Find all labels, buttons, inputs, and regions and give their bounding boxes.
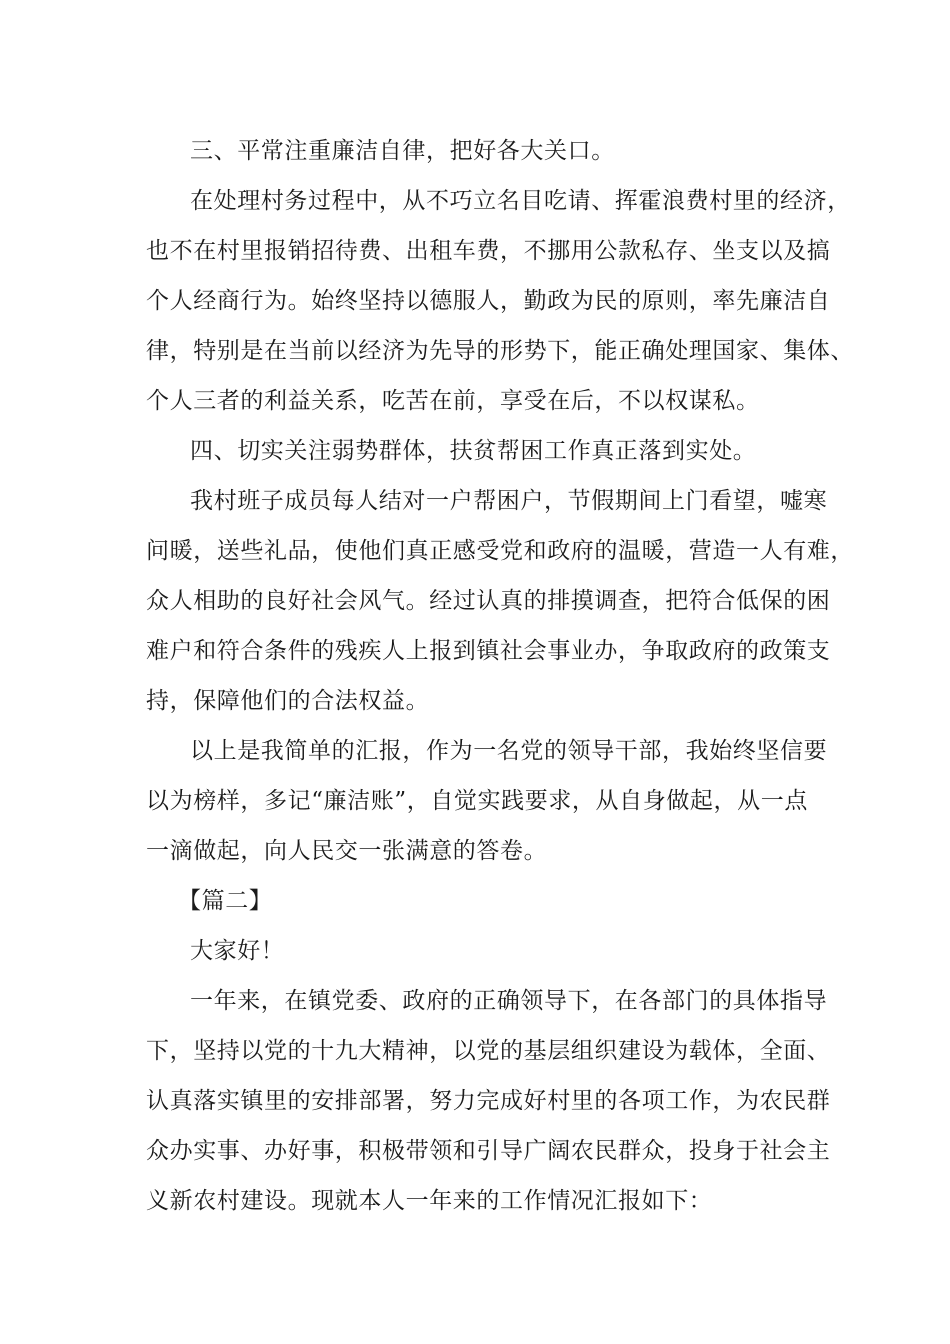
paragraph-line: 我村班子成员每人结对一户帮困户，节假期间上门看望，嘘寒 <box>190 488 828 514</box>
paragraph-line: 难户和符合条件的残疾人上报到镇社会事业办，争取政府的政策支 <box>146 638 831 664</box>
paragraph-line: 义新农村建设。现就本人一年来的工作情况汇报如下： <box>146 1188 713 1214</box>
paragraph-line: 以上是我简单的汇报，作为一名党的领导干部，我始终坚信要 <box>190 738 828 764</box>
section-heading-3: 三、平常注重廉洁自律，把好各大关口。 <box>190 138 615 164</box>
paragraph-line: 个人经商行为。始终坚持以德服人，勤政为民的原则，率先廉洁自 <box>146 288 831 314</box>
part-two-heading: 【篇二】 <box>178 888 273 914</box>
paragraph-line: 众办实事、办好事，积极带领和引导广阔农民群众，投身于社会主 <box>146 1138 831 1164</box>
paragraph-line: 下，坚持以党的十九大精神，以党的基层组织建设为载体，全面、 <box>146 1038 831 1064</box>
paragraph-line: 也不在村里报销招待费、出租车费，不挪用公款私存、坐支以及搞 <box>146 238 831 264</box>
paragraph-line: 一年来，在镇党委、政府的正确领导下，在各部门的具体指导 <box>190 988 828 1014</box>
paragraph-line: 以为榜样，多记“廉洁账”，自觉实践要求，从自身做起，从一点 <box>146 788 808 814</box>
section-heading-4: 四、切实关注弱势群体，扶贫帮困工作真正落到实处。 <box>190 438 757 464</box>
paragraph-line: 律，特别是在当前以经济为先导的形势下，能正确处理国家、集体、 <box>146 338 854 364</box>
paragraph-line: 持，保障他们的合法权益。 <box>146 688 430 714</box>
paragraph-line: 在处理村务过程中，从不巧立名目吃请、挥霍浪费村里的经济， <box>190 188 851 214</box>
paragraph-line: 认真落实镇里的安排部署，努力完成好村里的各项工作，为农民群 <box>146 1088 831 1114</box>
greeting: 大家好！ <box>190 938 285 964</box>
paragraph-line: 一滴做起，向人民交一张满意的答卷。 <box>146 838 548 864</box>
paragraph-line: 问暖，送些礼品，使他们真正感受党和政府的温暖，营造一人有难， <box>146 538 854 564</box>
paragraph-line: 个人三者的利益关系，吃苦在前，享受在后，不以权谋私。 <box>146 388 760 414</box>
paragraph-line: 众人相助的良好社会风气。经过认真的排摸调查，把符合低保的困 <box>146 588 831 614</box>
